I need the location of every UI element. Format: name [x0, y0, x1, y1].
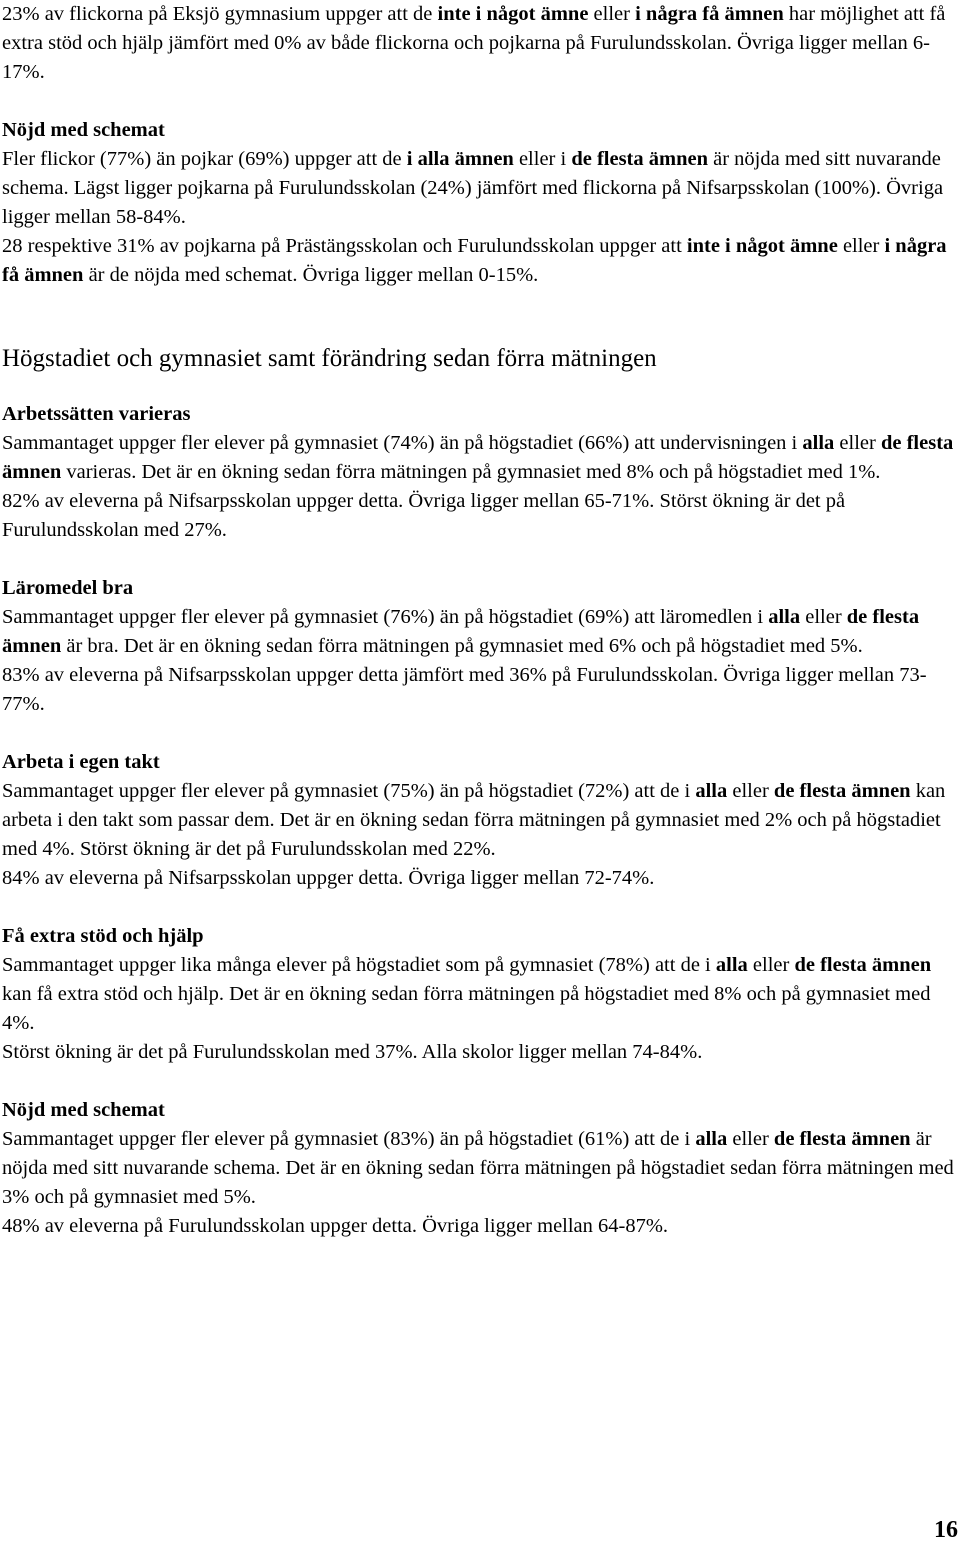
bold-text-run: alla [695, 1128, 728, 1150]
text-run: eller [837, 235, 885, 257]
text-run: eller [727, 780, 774, 802]
egen-takt-paragraph-1 [2, 777, 956, 864]
bold-text-run: de flesta ämnen [2, 606, 920, 657]
text-run: är bra. Det är en ökning sedan förra mätningen på gymnasiet med 6% och på högstadiet med 5%. [61, 635, 863, 657]
text-run: kan få extra stöd och hjälp. Det är en ökning sedan förra mätningen på högstadiet med 8% och på gymnasiet med 4%. [2, 983, 931, 1034]
nojd-schemat-paragraph-2 [2, 1212, 956, 1241]
laromedel-paragraph-2 [2, 661, 956, 719]
heading-nojd-schemat: Nöjd med schemat [2, 1099, 165, 1121]
text-run: 83% av eleverna på Nifsarpsskolan uppger detta jämfört med 36% på Furulundsskolan. Övriga ligger mellan 73-77%. [2, 664, 927, 715]
text-run: 28 respektive 31% av pojkarna på Prästängsskolan och Furulundsskolan uppger att [2, 235, 687, 257]
bold-text-run: de flesta ämnen [773, 780, 911, 802]
laromedel-paragraph-1 [2, 603, 956, 661]
text-run: eller [747, 954, 795, 976]
bold-text-run: inte i något ämne [686, 235, 838, 257]
bold-text-run: alla [768, 606, 801, 628]
text-run: är nöjda med sitt nuvarande schema. Det är en ökning sedan förra mätningen på högstadiet sedan förra mätningen med 3% och på gymnasiet med 5%. [2, 1128, 954, 1208]
bold-text-run: i några få ämnen [635, 3, 784, 25]
extra-stod-paragraph-1 [2, 951, 956, 1038]
bold-text-run: de flesta ämnen [773, 1128, 911, 1150]
bold-text-run: i några få ämnen [2, 235, 947, 286]
bold-text-run: i alla ämnen [406, 148, 514, 170]
text-run: 48% av eleverna på Furulundsskolan uppger detta. Övriga ligger mellan 64-87%. [2, 1215, 669, 1237]
section-title: Högstadiet och gymnasiet samt förändring sedan förra mätningen [2, 345, 657, 372]
bold-text-run: alla [715, 954, 748, 976]
text-run: Sammantaget uppger lika många elever på högstadiet som på gymnasiet (78%) att de i [2, 954, 716, 976]
bold-text-run: de flesta ämnen [571, 148, 708, 170]
egen-takt-paragraph-2 [2, 864, 956, 893]
text-run: Sammantaget uppger fler elever på gymnasiet (83%) än på högstadiet (61%) att de i [2, 1128, 696, 1150]
text-run: Sammantaget uppger fler elever på gymnasiet (74%) än på högstadiet (66%) att undervisningen i [2, 432, 803, 454]
bold-text-run: de flesta ämnen [2, 432, 954, 483]
intro-paragraph-3 [2, 232, 956, 290]
bold-text-run: alla [802, 432, 835, 454]
bold-text-run: alla [695, 780, 728, 802]
nojd-schemat-paragraph-1 [2, 1125, 956, 1212]
heading-arbetssatten: Arbetssätten varieras [2, 403, 191, 425]
bold-text-run: inte i något ämne [437, 3, 589, 25]
text-run: 82% av eleverna på Nifsarpsskolan uppger detta. Övriga ligger mellan 65-71%. Störst ökning är det på Furulundsskolan med 27%. [2, 490, 846, 541]
text-run: är de nöjda med schemat. Övriga ligger mellan 0-15%. [83, 264, 539, 286]
heading-egen-takt: Arbeta i egen takt [2, 751, 160, 773]
text-run: eller [834, 432, 881, 454]
text-run: Störst ökning är det på Furulundsskolan med 37%. Alla skolor ligger mellan 74-84%. [2, 1041, 703, 1063]
text-run: 23% av flickorna på Eksjö gymnasium uppger att de [2, 3, 438, 25]
text-run: eller [588, 3, 636, 25]
text-run: Sammantaget uppger fler elever på gymnasiet (76%) än på högstadiet (69%) att läromedlen i [2, 606, 769, 628]
extra-stod-paragraph-2 [2, 1038, 956, 1067]
text-run: kan arbeta i den takt som passar dem. Det är en ökning sedan förra mätningen på gymnasiet med 2% och på högstadiet med 4%. Störst ökning är det på Furulundsskolan med 22%. [2, 780, 946, 860]
text-run: Fler flickor (77%) än pojkar (69%) uppger att de [2, 148, 407, 170]
text-run: 84% av eleverna på Nifsarpsskolan uppger detta. Övriga ligger mellan 72-74%. [2, 867, 655, 889]
page-number: 16 [934, 1517, 958, 1543]
text-run: eller i [513, 148, 572, 170]
text-run: varieras. Det är en ökning sedan förra mätningen på gymnasiet med 8% och på högstadiet med 1%. [61, 461, 881, 483]
intro-heading-nojd: Nöjd med schemat [2, 119, 165, 141]
text-run: Sammantaget uppger fler elever på gymnasiet (75%) än på högstadiet (72%) att de i [2, 780, 696, 802]
heading-extra-stod: Få extra stöd och hjälp [2, 925, 204, 947]
arbetssatten-paragraph-1 [2, 429, 956, 487]
text-run: är nöjda med sitt nuvarande schema. Lägst ligger pojkarna på Furulundsskolan (24%) jämfört med flickorna på Nifsarpsskolan (100%). Övriga ligger mellan 58-84%. [2, 148, 944, 228]
text-run: eller [727, 1128, 774, 1150]
text-run: eller [800, 606, 847, 628]
text-run: har möjlighet att få extra stöd och hjälp jämfört med 0% av både flickorna och pojkarna på Furulundsskolan. Övriga ligger mellan 6-17%. [2, 3, 946, 83]
intro-paragraph-1 [2, 0, 956, 87]
intro-paragraph-2 [2, 145, 956, 232]
bold-text-run: de flesta ämnen [794, 954, 932, 976]
arbetssatten-paragraph-2 [2, 487, 956, 545]
heading-laromedel: Läromedel bra [2, 577, 134, 599]
